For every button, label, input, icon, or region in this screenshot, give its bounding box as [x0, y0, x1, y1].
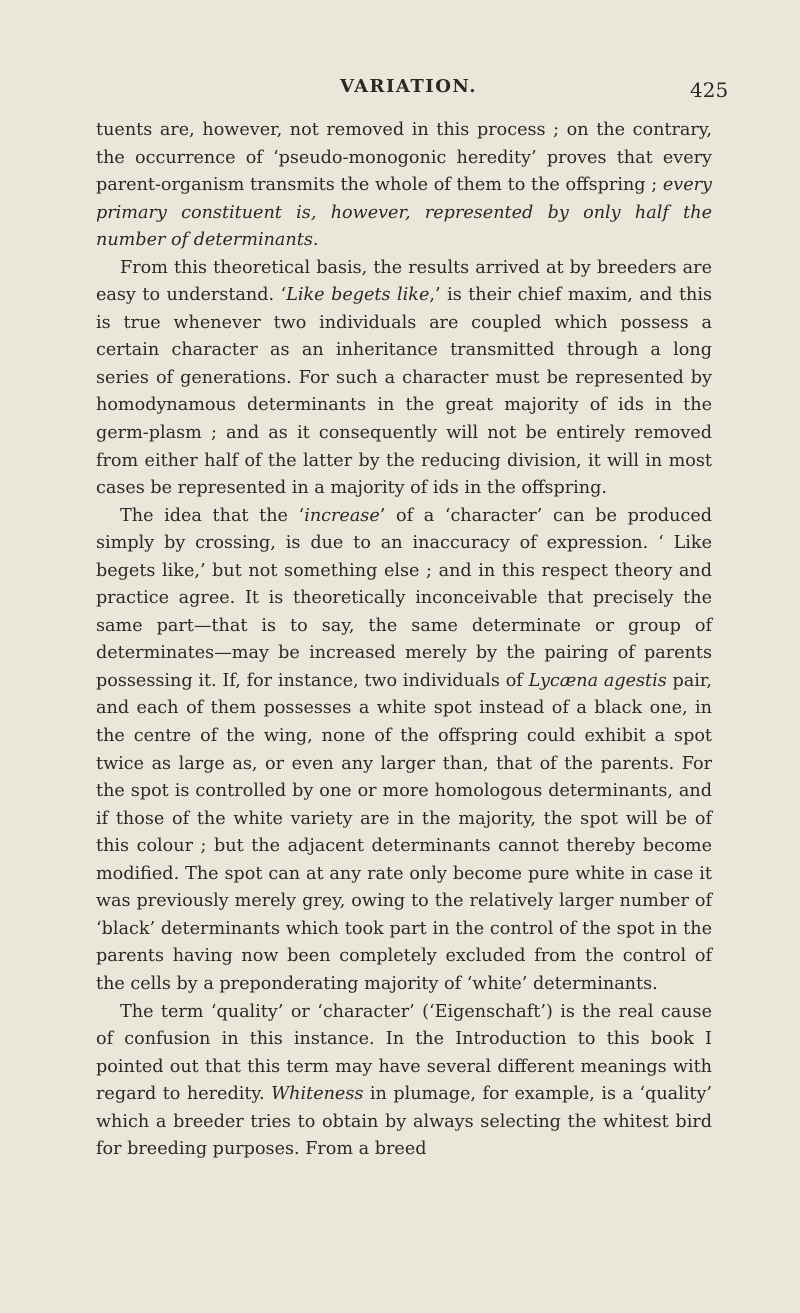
running-title: VARIATION. [340, 76, 477, 97]
body-text [96, 117, 712, 1164]
italic-segment: Like begets like [286, 285, 430, 306]
text-segment: in plumage, for example, is a ‘quality’ which a breeder tries to obtain by always selecting the whitest bird for breeding purposes. From a breed [96, 1084, 712, 1160]
italic-segment: increase [304, 505, 380, 526]
text-segment: ,’ is their chief maxim, and this is true whenever two individuals are coupled which possess a certain character as an inheritance transmitted through a long series of generations. For such a character must be represented by homodynamous determinants in the great majority of ids in the germ-plasm ; and as it consequently will not be entirely removed from either half of the latter by the reducing division, it will in most cases be represented in a majority of ids in the offspring. [96, 285, 712, 499]
running-head [0, 76, 800, 110]
paragraph-1 [96, 117, 712, 255]
paragraph-2 [96, 255, 712, 503]
italic-segment: Lycæna agestis [528, 670, 667, 691]
text-segment: From this theoretical basis, the results arrived at by breeders are easy to understand. ‘ [96, 257, 712, 306]
italic-segment: Whiteness [271, 1084, 364, 1105]
italic-segment: every primary constituent is, however, represented by only half the number of determinants. [96, 175, 712, 251]
text-segment: tuents are, however, not removed in this process ; on the contrary, the occurrence of ‘pseudo-monogonic heredity’ proves that every parent-organism transmits the whole of them to the offspring ; [96, 120, 712, 196]
text-segment: The term ‘quality’ or ‘character’ (‘Eigenschaft’) is the real cause of confusion in this instance. In the Introduction to this book I pointed out that this term may have several different meanings with regard to heredity. [96, 1001, 712, 1105]
text-segment: ’ of a ‘character’ can be produced simply by crossing, is due to an inaccuracy of expression. ‘ Like begets like,’ but not something else ; and in this respect theory and practice agree. It is theoretically inconceivable that precisely the same part—that is to say, the same determinate or group of determinates—may be increased merely by the pairing of parents possessing it. If, for instance, two individuals of [96, 505, 712, 691]
text-segment: pair, and each of them possesses a white spot instead of a black one, in the centre of the wing, none of the offspring could exhibit a spot twice as large as, or even any larger than, that of the parents. For the spot is controlled by one or more homologous determinants, and if those of the white variety are in the majority, the spot will be of this colour ; but the adjacent determinants cannot thereby become modified. The spot can at any rate only become pure white in case it was previously merely grey, owing to the relatively larger number of ‘black’ determinants which took part in the control of the spot in the parents having now been completely excluded from the control of the cells by a preponderating majority of ‘white’ determinants. [96, 670, 712, 994]
paragraph-4 [96, 999, 712, 1164]
page-number: 425 [690, 78, 729, 102]
paragraph-3 [96, 503, 712, 999]
text-segment: The idea that the ‘ [120, 505, 305, 526]
